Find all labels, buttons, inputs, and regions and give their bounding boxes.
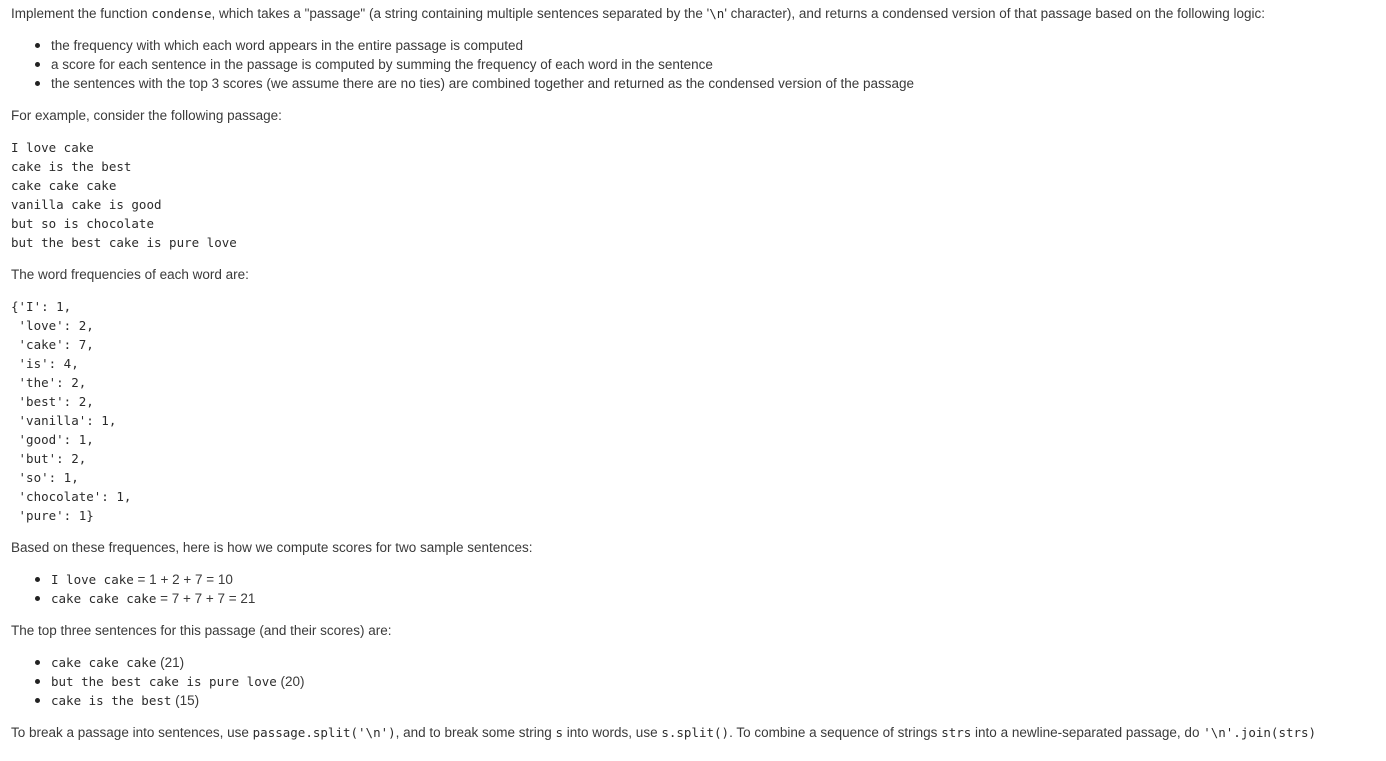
top-sentence-item (51, 653, 1375, 672)
final-text-1: To break a passage into sentences, use (11, 725, 253, 740)
final-code-strs: strs (941, 725, 972, 740)
score-calculation: = 7 + 7 + 7 = 21 (156, 591, 256, 606)
final-code-s: s (555, 725, 564, 740)
score-calculation: = 1 + 2 + 7 = 10 (133, 572, 233, 587)
top-sentence-item (51, 691, 1375, 710)
intro-paragraph (11, 4, 1375, 23)
scores-intro: Based on these frequences, here is how we compute scores for two sample sentences: (11, 540, 533, 555)
example-passage-code-block: I love cake cake is the best cake cake cake vanilla cake is good but so is chocolate but the best cake is pure love (11, 140, 237, 250)
logic-item: the sentences with the top 3 scores (we assume there are no ties) are combined together and returned as the condensed version of the passage (51, 74, 1375, 93)
intro-text-2: , which takes a "passage" (a string containing multiple sentences separated by the ' (211, 6, 710, 21)
final-text-3: into words, use (563, 725, 662, 740)
final-code-join: '\n'.join(strs) (1203, 725, 1317, 740)
final-text-2: , and to break some string (395, 725, 556, 740)
intro-code-newline: \n (709, 6, 725, 21)
top-sentence-item (51, 672, 1375, 691)
intro-text-1: Implement the function (11, 6, 152, 21)
top-sentences-list (11, 653, 1375, 710)
frequency-dict-code-block: {'I': 1, 'love': 2, 'cake': 7, 'is': 4, 'the': 2, 'best': 2, 'vanilla': 1, 'good': 1, 'but': 2, 'so': 1, 'chocolate': 1, 'pure': 1} (11, 299, 132, 523)
intro-code-function: condense (151, 6, 212, 21)
final-code-split-passage: passage.split('\n') (252, 725, 396, 740)
score-sentence-code: cake cake cake (51, 591, 157, 606)
final-text-4: . To combine a sequence of strings (729, 725, 942, 740)
top-sentence-score: (15) (171, 693, 200, 708)
example-intro: For example, consider the following passage: (11, 108, 282, 123)
final-hint-paragraph (11, 723, 1375, 742)
score-item (51, 570, 1375, 589)
logic-item: the frequency with which each word appears in the entire passage is computed (51, 36, 1375, 55)
logic-item: a score for each sentence in the passage is computed by summing the frequency of each word in the sentence (51, 55, 1375, 74)
intro-text-3: ' character), and returns a condensed version of that passage based on the following logic: (724, 6, 1265, 21)
top-sentence-code: cake cake cake (51, 655, 157, 670)
final-text-5: into a newline-separated passage, do (971, 725, 1204, 740)
top-sentence-code: but the best cake is pure love (51, 674, 277, 689)
top-sentence-score: (21) (156, 655, 185, 670)
frequency-intro: The word frequencies of each word are: (11, 267, 249, 282)
score-item (51, 589, 1375, 608)
top-sentences-intro: The top three sentences for this passage (and their scores) are: (11, 623, 392, 638)
top-sentence-code: cake is the best (51, 693, 172, 708)
final-code-split-words: s.split() (661, 725, 730, 740)
score-sentence-code: I love cake (51, 572, 134, 587)
top-sentence-score: (20) (276, 674, 305, 689)
scores-list (11, 570, 1375, 608)
logic-list (11, 36, 1375, 93)
